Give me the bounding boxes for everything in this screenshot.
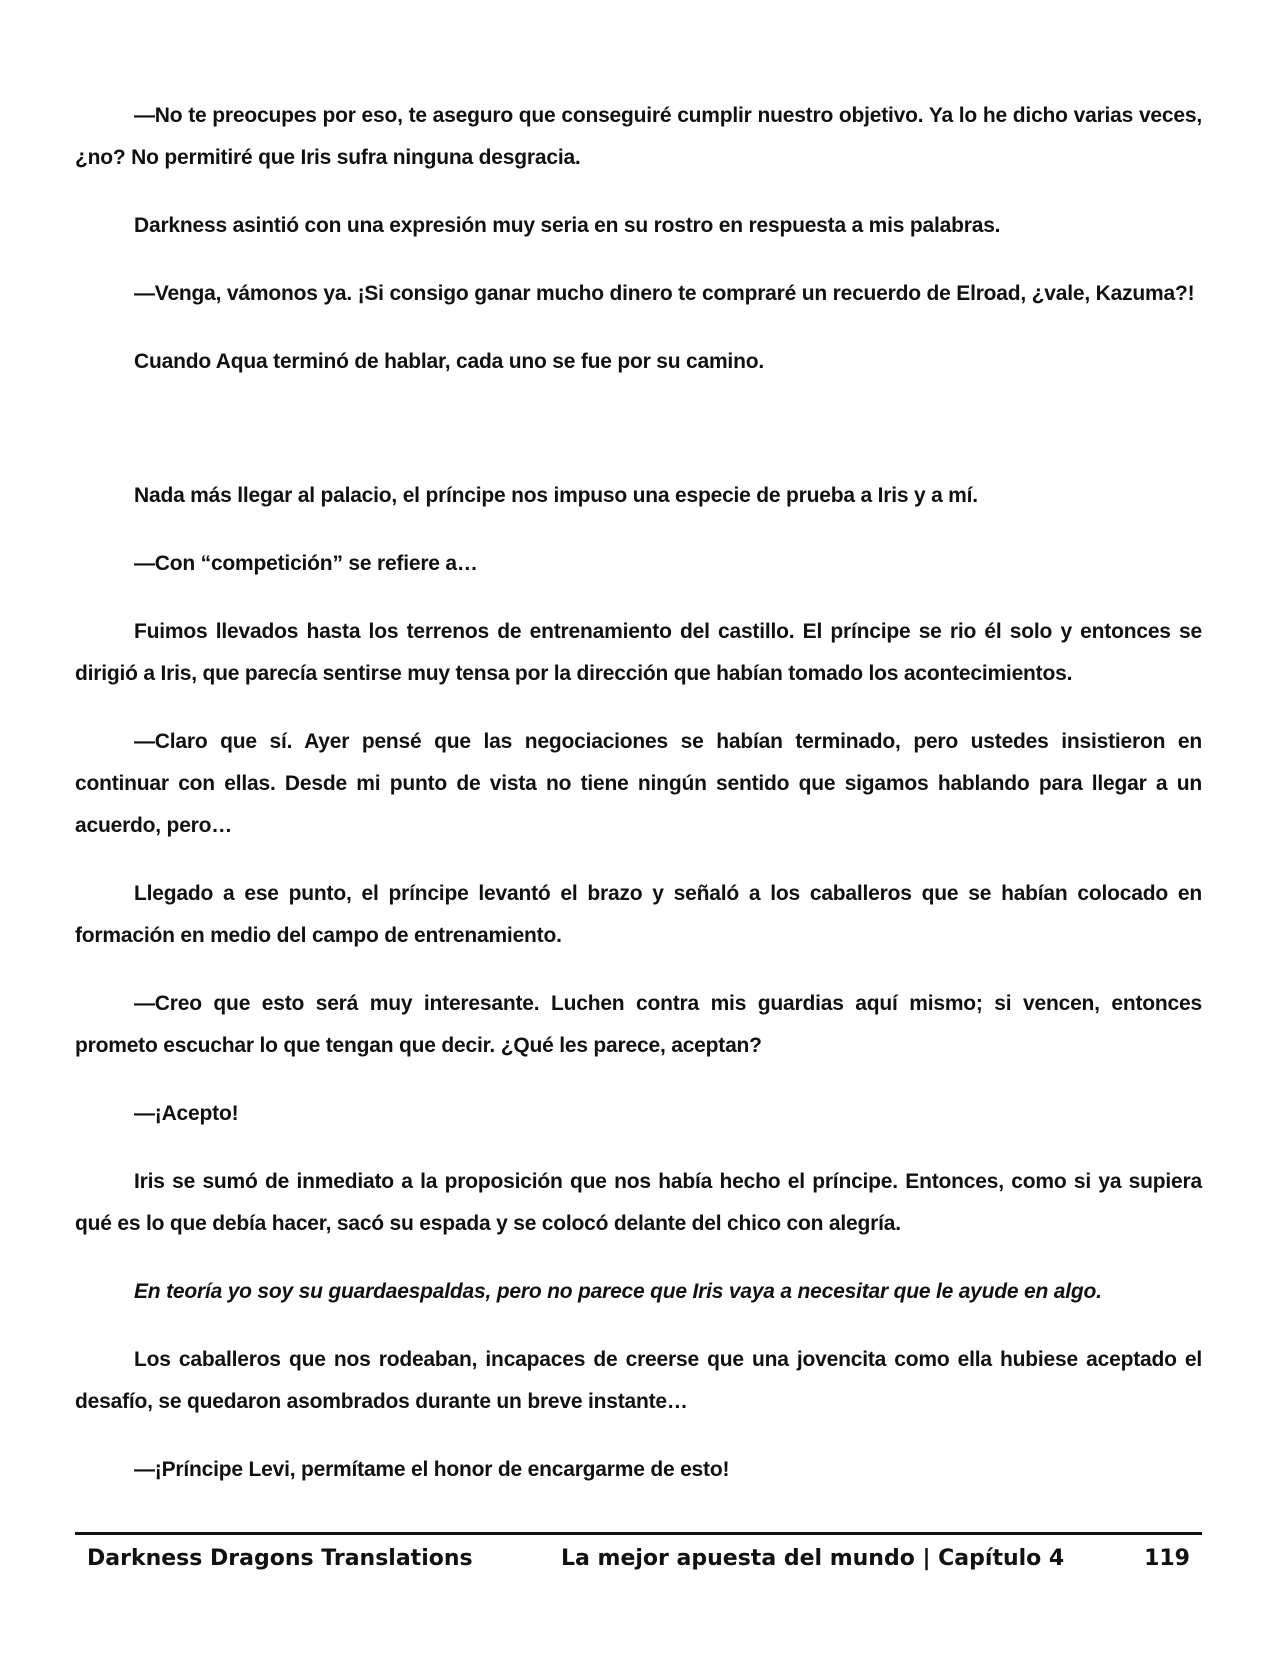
paragraph: Llegado a ese punto, el príncipe levantó el brazo y señaló a los caballeros que se habían colocado en formación en medio del campo de entrenamiento. xyxy=(75,882,1202,947)
footer-translator-credit: Darkness Dragons Translations xyxy=(87,1546,473,1571)
paragraph: —Con “competición” se refiere a… xyxy=(134,552,478,575)
paragraph: Los caballeros que nos rodeaban, incapaces de creerse que una jovencita como ella hubiese aceptado el desafío, se quedaron asombrados durante un breve instante… xyxy=(75,1348,1202,1413)
body-text xyxy=(75,95,1202,1517)
paragraph: Iris se sumó de inmediato a la proposición que nos había hecho el príncipe. Entonces, como si ya supiera qué es lo que debía hacer, sacó su espada y se colocó delante del chico con alegría. xyxy=(75,1170,1202,1235)
paragraph: Cuando Aqua terminó de hablar, cada uno se fue por su camino. xyxy=(134,350,764,373)
footer-page-number: 119 xyxy=(1144,1546,1190,1571)
paragraph: Darkness asintió con una expresión muy seria en su rostro en respuesta a mis palabras. xyxy=(134,214,1001,237)
paragraph: —¡Acepto! xyxy=(134,1102,239,1125)
paragraph: Nada más llegar al palacio, el príncipe nos impuso una especie de prueba a Iris y a mí. xyxy=(134,484,978,507)
paragraph: —Claro que sí. Ayer pensé que las negociaciones se habían terminado, pero ustedes insistieron en continuar con ellas. Desde mi punto de vista no tiene ningún sentido que sigamos hablando para llegar a un acuerdo, pero… xyxy=(75,730,1202,837)
paragraph: —Creo que esto será muy interesante. Luchen contra mis guardias aquí mismo; si vencen, entonces prometo escuchar lo que tengan que decir. ¿Qué les parece, aceptan? xyxy=(75,992,1202,1057)
italic-thought-paragraph: En teoría yo soy su guardaespaldas, pero no parece que Iris vaya a necesitar que le ayude en algo. xyxy=(134,1280,1102,1303)
paragraph: —¡Príncipe Levi, permítame el honor de encargarme de esto! xyxy=(134,1458,730,1481)
paragraph: Fuimos llevados hasta los terrenos de entrenamiento del castillo. El príncipe se rio él solo y entonces se dirigió a Iris, que parecía sentirse muy tensa por la dirección que habían tomado los acontecimientos. xyxy=(75,620,1202,685)
section-break xyxy=(75,409,1202,475)
paragraph: —No te preocupes por eso, te aseguro que conseguiré cumplir nuestro objetivo. Ya lo he dicho varias veces, ¿no? No permitiré que Iris sufra ninguna desgracia. xyxy=(75,104,1202,169)
footer-chapter-title: La mejor apuesta del mundo | Capítulo 4 xyxy=(561,1546,1065,1571)
page-footer xyxy=(75,1546,1202,1580)
footer-divider xyxy=(75,1532,1202,1535)
paragraph: —Venga, vámonos ya. ¡Si consigo ganar mucho dinero te compraré un recuerdo de Elroad, ¿vale, Kazuma?! xyxy=(134,282,1195,305)
